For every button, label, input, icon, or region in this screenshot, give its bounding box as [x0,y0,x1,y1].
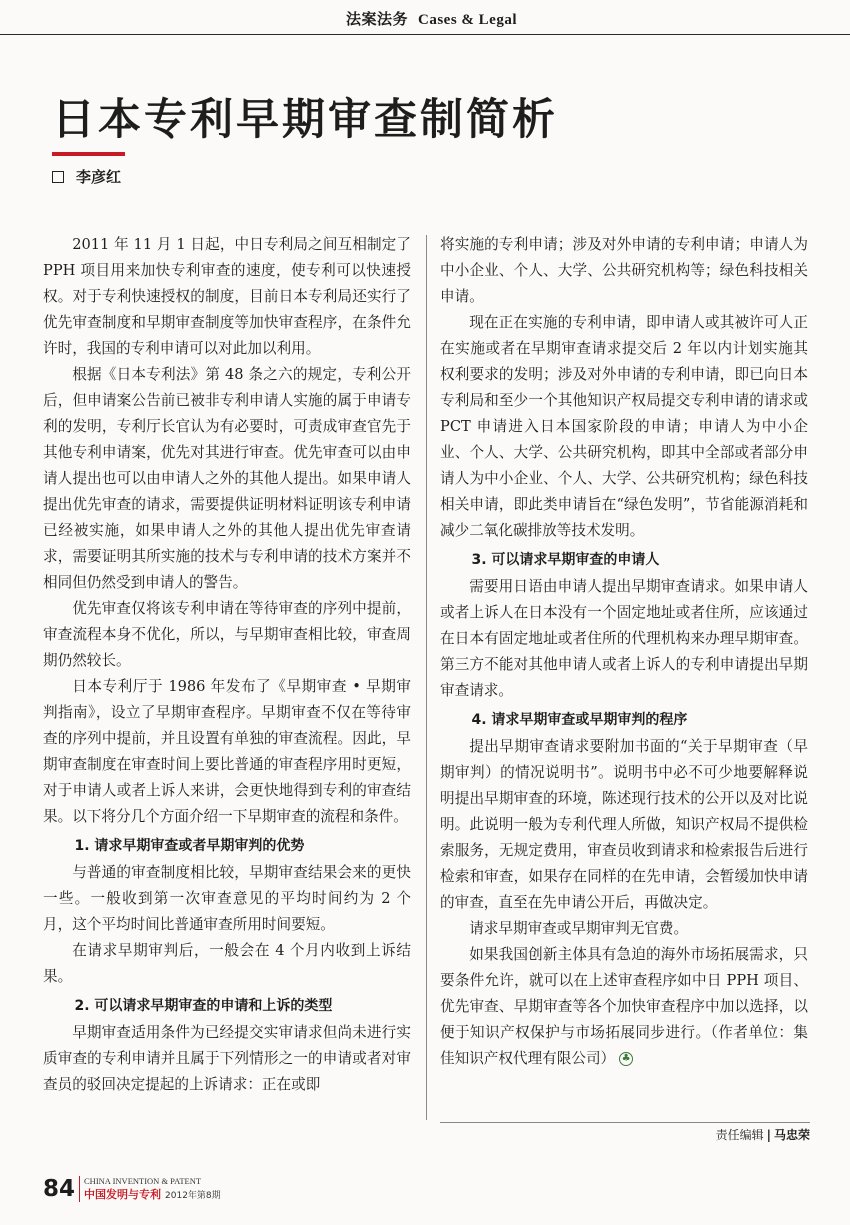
running-header [346,8,517,29]
body-paragraph: 根据《日本专利法》第 48 条之六的规定，专利公开后，但申请案公告前已被非专利申请人实施的属于申请专利的发明，专利厅长官认为有必要时，可责成审查官先于其他专利申请案，优先对其进行审查。优先审查可以由申请人提出也可以由申请人之外的其他人提出。如果申请人提出优先审查的请求，需要提供证明材料证明该专利申请已经被实施，如果申请人之外的其他人提出优先审查请求，需要证明其所实施的技术与专利申请的技术方案并不相同但仍然受到申请人的警告。 [43,366,411,591]
article-title: 日本专利早期审查制简析 [52,95,558,145]
header-rule [0,34,850,35]
responsible-editor [716,1126,810,1143]
editor-label: 责任编辑 [715,1128,764,1142]
author-name: 李彦红 [76,168,122,186]
author-line [52,166,121,187]
body-paragraph: 提出早期审查请求要附加书面的“关于早期审查（早期审判）的情况说明书”。说明书中必不可少地要解释说明提出早期审查的环境，陈述现行技术的公开以及对比说明。此说明一般为专利代理人所做，知识产权局不提供检索服务，无规定费用，审查员收到请求和检索报告后进行检索和审查，如果存在同样的在先申请，会暂缓加快申请的审查，直至在先申请公开后，再做决定。 [440,738,808,911]
body-paragraph: 早期审查适用条件为已经提交实审请求但尚未进行实质审查的专利申请并且属于下列情形之一的申请或者对审查员的驳回决定提起的上诉请求：正在或即 [43,1024,411,1093]
page-number: 84 [43,1176,76,1202]
body-paragraph: 优先审查仅将该专利申请在等待审查的序列中提前，审查流程本身不优化，所以，与早期审查相比较，审查周期仍然较长。 [43,600,411,669]
square-bullet-icon [52,171,64,183]
publication-name-en: CHINA INVENTION & PATENT [84,1176,202,1186]
body-paragraph: 与普通的审查制度相比较，早期审查结果会来的更快一些。一般收到第一次审查意见的平均时间约为 2 个月，这个平均时间比普通审查所用时间要短。 [43,864,411,933]
issue-number: 2012年第8期 [165,1191,221,1201]
body-paragraph: 需要用日语由申请人提出早期审查请求。如果申请人或者上诉人在日本没有一个固定地址或者住所，应该通过在日本有固定地址或者住所的代理机构来办理早期审查。第三方不能对其他申请人或者上诉人的专利申请提出早期审查请求。 [440,578,808,699]
body-paragraph: 请求早期审查或早期审判无官费。 [469,920,689,937]
editor-name: 马忠荣 [773,1128,810,1142]
publication-info [84,1176,221,1202]
body-paragraph: 日本专利厅于 1986 年发布了《早期审查 • 早期审判指南》，设立了早期审查程序。早期审查不仅在等待审查的序列中提前，并且设置有单独的审查流程。因此，早期审查制度在审查时间上要比普通的审查程序用时更短，对于申请人或者上诉人来讲，会更快地得到专利的审查结果。以下将分几个方面介绍一下早期审查的流程和条件。 [43,678,411,825]
section-name-en: Cases & Legal [418,12,518,28]
publication-name-cn: 中国发明与专利 [84,1188,162,1201]
column-divider [426,235,427,1120]
section-heading: 4. 请求早期审查或早期审判的程序 [471,712,688,728]
editor-rule [440,1122,810,1123]
body-paragraph: 如果我国创新主体具有急迫的海外市场拓展需求，只要条件允许，就可以在上述审查程序如中日 PPH 项目、优先审查、早期审查等各个加快审查程序中加以选择，以便于知识产权保护与市场拓展同步进行。（作者单位：集佳知识产权代理有限公司） ♣ [440,946,808,1067]
body-paragraph: 在请求早期审判后，一般会在 4 个月内收到上诉结果。 [43,942,411,985]
editor-separator: | [766,1128,771,1142]
leaf-end-mark-icon: ♣ [619,1052,633,1066]
title-accent-rule [52,152,125,156]
footer-divider [79,1176,80,1202]
right-column [440,232,808,1072]
section-heading: 3. 可以请求早期审查的申请人 [471,552,660,568]
left-column [43,232,411,1098]
body-paragraph: 现在正在实施的专利申请，即申请人或其被许可人正在实施或者在早期审查请求提交后 2 年以内计划实施其权利要求的发明；涉及对外申请的专利申请，即已向日本专利局和至少一个其他知识产权局提交专利申请的请求或 PCT 申请进入日本国家阶段的申请；申请人为中小企业、个人、大学、公共研究机构，即其中全部或者部分申请人为中小企业、个人、大学、公共研究机构；绿色科技相关申请，即此类申请旨在“绿色发明”，节省能源消耗和减少二氧化碳排放等技术发明。 [440,314,808,539]
section-heading: 2. 可以请求早期审查的申请和上诉的类型 [74,998,333,1014]
section-heading: 1. 请求早期审查或者早期审判的优势 [74,838,305,854]
page-footer [43,1176,221,1202]
body-paragraph: 将实施的专利申请；涉及对外申请的专利申请；申请人为中小企业、个人、大学、公共研究机构等；绿色科技相关申请。 [440,236,808,305]
section-name-cn: 法案法务 [346,10,409,28]
body-paragraph: 2011 年 11 月 1 日起，中日专利局之间互相制定了 PPH 项目用来加快专利审查的速度，使专利可以快速授权。对于专利快速授权的制度，目前日本专利局还实行了优先审查制度和早期审查制度等加快审查程序，在条件允许时，我国的专利申请可以对此加以利用。 [43,236,411,357]
